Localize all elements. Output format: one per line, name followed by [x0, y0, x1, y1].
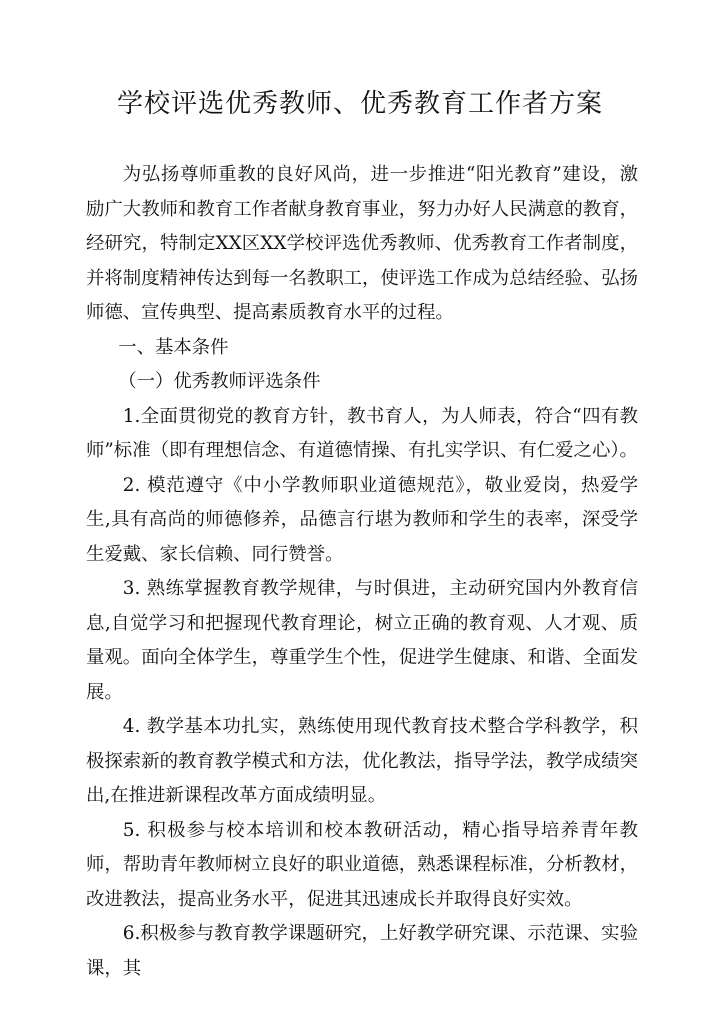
criteria-item-1: 1.全面贯彻党的教育方针，教书育人，为人师表，符合“四有教师”标准（即有理想信念、有道德情操、有扎实学识、有仁爱之心）。 [86, 405, 638, 461]
criteria-item-3: 3. 熟练掌握教育教学规律，与时俱进，主动研究国内外教育信息,自觉学习和把握现代教育理论，树立正确的教育观、人才观、质量观。面向全体学生，尊重学生个性，促进学生健康、和谐、全面发展。 [86, 578, 638, 703]
document-title: 学校评选优秀教师、优秀教育工作者方案 [116, 89, 603, 119]
criteria-item-2: 2. 模范遵守《中小学教师职业道德规范》，敬业爱岗，热爱学生,具有高尚的师德修养，品德言行堪为教师和学生的表率，深受学生爱戴、家长信赖、同行赞誉。 [86, 474, 638, 565]
intro-paragraph: 为弘扬尊师重教的良好风尚，进一步推进“阳光教育”建设，激励广大教师和教育工作者献身教育事业，努力办好人民满意的教育，经研究，特制定XX区XX学校评选优秀教师、优秀教育工作者制度，并将制度精神传达到每一名教职工，使评选工作成为总结经验、弘扬师德、宣传典型、提高素质教育水平的过程。 [86, 164, 638, 323]
document-body [86, 158, 638, 986]
subsection-heading-excellent-teacher-criteria: （一）优秀教师评选条件 [118, 371, 321, 392]
section-heading-basic-conditions: 一、基本条件 [118, 336, 229, 358]
criteria-item-5: 5. 积极参与校本培训和校本教研活动，精心指导培养青年教师，帮助青年教师树立良好的职业道德，熟悉课程标准，分析教材，改进教法，提高业务水平，促进其迅速成长并取得良好实效。 [86, 819, 638, 910]
criteria-item-4: 4. 教学基本功扎实，熟练使用现代教育技术整合学科教学，积极探索新的教育教学模式和方法，优化教法，指导学法，教学成绩突出,在推进新课程改革方面成绩明显。 [86, 716, 638, 806]
criteria-item-6: 6.积极参与教育教学课题研究，上好教学研究课、示范课、实验课，其 [86, 923, 638, 979]
